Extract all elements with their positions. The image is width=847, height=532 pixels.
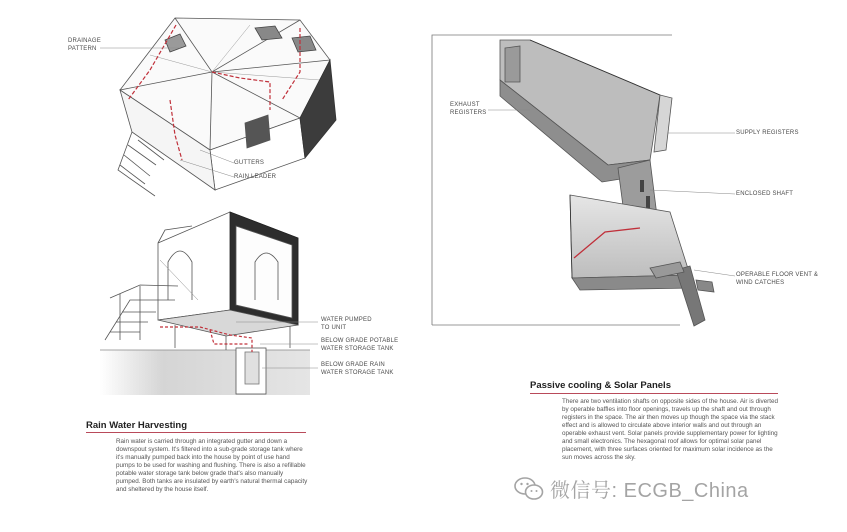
label-below-grade-rain: BELOW GRADE RAIN WATER STORAGE TANK	[321, 362, 394, 376]
ventilation-drawing	[432, 35, 735, 326]
label-exhaust-registers: EXHAUST REGISTERS	[450, 102, 487, 116]
passive-cooling-title: Passive cooling & Solar Panels	[530, 380, 671, 391]
roof-drainage-drawing	[100, 18, 336, 196]
label-rain-leader: RAIN LEADER	[234, 174, 277, 180]
label-water-pumped: WATER PUMPED TO UNIT	[321, 317, 372, 331]
wechat-watermark	[514, 474, 749, 503]
rain-harvesting-drawing	[100, 212, 318, 395]
rain-harvesting-rule	[86, 432, 306, 433]
label-supply-registers: SUPPLY REGISTERS	[736, 130, 799, 136]
label-below-grade-potable: BELOW GRADE POTABLE WATER STORAGE TANK	[321, 338, 399, 352]
label-gutters: GUTTERS	[234, 160, 265, 166]
label-enclosed-shaft: ENCLOSED SHAFT	[736, 191, 794, 197]
rain-harvesting-title: Rain Water Harvesting	[86, 420, 188, 431]
label-operable-floor-vent: OPERABLE FLOOR VENT & WIND CATCHES	[736, 272, 819, 286]
wechat-icon	[514, 476, 544, 502]
watermark-text: 微信号: ECGB_China	[550, 480, 749, 502]
rain-harvesting-body: Rain water is carried through an integrated gutter and down a downspout system. It's filtered into a sub-grade storage tank where it's manually pumped back into the house by point of use hand pumps to be used for washing and flushing. There is also a refillable potable water storage tank below grade that's also manually pumped. Both tanks are insulated by earth's natural thermal capacity and sheltered by the house itself.	[116, 438, 308, 493]
label-drainage-pattern: DRAINAGE PATTERN	[68, 38, 101, 52]
passive-cooling-rule	[530, 393, 778, 394]
passive-cooling-body: There are two ventilation shafts on opposite sides of the house. Air is diverted by operable baffles into floor openings, travels up the shaft and out through registers in the space. The air then moves up though the space via the stack effect and is allowed to circulate above interior walls and out through an operable exhaust vent. Solar panels provide supplementary power for lighting and small electronics. The hexagonal roof allows for optimal solar panel placement, with three surfaces oriented for maximum solar incidence as the sun moves across the sky.	[562, 398, 778, 461]
